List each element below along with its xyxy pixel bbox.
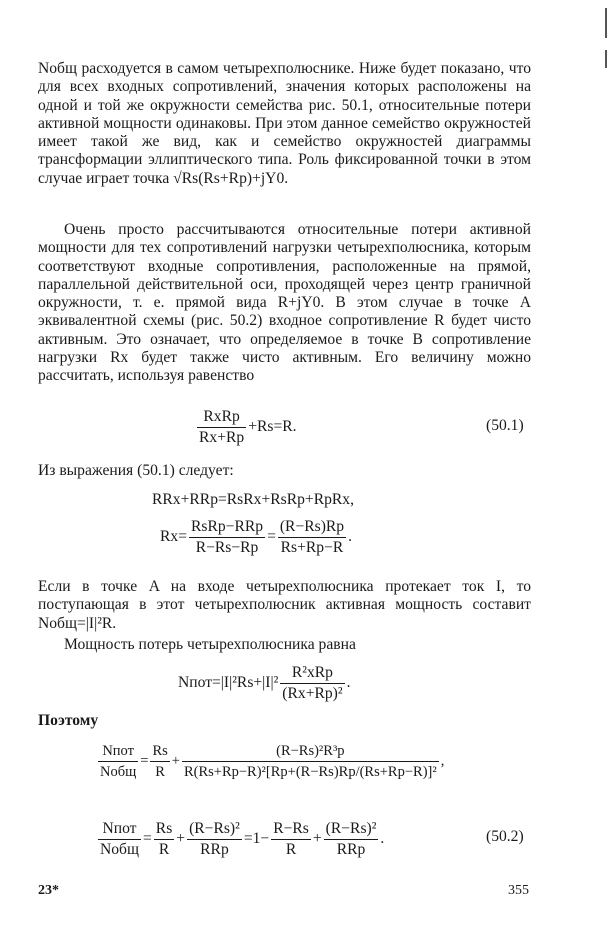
equation-e-denominator-4: R <box>285 841 297 858</box>
equation-b-denominator-2: Rs+Rp−R <box>280 539 344 556</box>
equation-50-1-rest: +Rs=R. <box>248 418 297 436</box>
paragraph-2: Очень просто рассчитываются относительные потери активной мощности для тех сопротивлений нагрузки четырехполюсника, которым соответствуют входные сопротивления, расположенные на прямой, параллельной действительной оси, проходящей через центр граничной окружности, т. е. прямой вида R+jY0. В этом случае в точке A эквивалентной схемы (рис. 50.2) входное сопротивление R будет чисто активным. Это означает, что определяемое в точке B сопротивление нагрузки Rx будет также чисто активным. Его величину можно рассчитать, используя равенство <box>38 221 531 385</box>
equation-50-1-denominator: Rx+Rp <box>199 429 245 446</box>
equation-b-end: . <box>348 528 353 546</box>
equation-e-fraction-4 <box>271 820 311 859</box>
equation-e-numerator-4: R−Rs <box>271 820 311 840</box>
equation-e-end: . <box>380 830 385 848</box>
equation-d-plus: + <box>171 752 180 769</box>
equation-50-2 <box>96 820 384 859</box>
equation-b <box>160 518 352 557</box>
scan-edge-mark <box>605 8 607 38</box>
equation-c <box>178 664 350 703</box>
equation-number-50-1: (50.1) <box>486 417 524 434</box>
equation-c-lhs: Nпот=|I|²Rs+|I|² <box>178 674 279 692</box>
equation-d-denominator-3: R(Rs+Rp−R)²[Rp+(R−Rs)Rp/(Rs+Rp−R)]² <box>183 764 437 780</box>
page-number: 355 <box>508 883 529 898</box>
paragraph-5: Мощность потерь четырехполюсника равна <box>64 636 356 653</box>
equation-c-denominator: (Rx+Rp)² <box>282 685 343 702</box>
equation-b-denominator-1: R−Rs−Rp <box>195 539 259 556</box>
equation-d <box>96 742 444 781</box>
equation-b-numerator-2: (R−Rs)Rp <box>278 518 346 538</box>
equation-e-fraction-2 <box>154 820 174 859</box>
signature-mark: 23* <box>38 883 59 898</box>
equation-d-fraction-2 <box>150 742 169 781</box>
equation-e-numerator-3: (R−Rs)² <box>187 820 242 840</box>
equation-d-numerator-2: Rs <box>150 742 169 762</box>
equation-d-denominator-2: R <box>155 764 165 780</box>
equation-e-numerator-5: (R−Rs)² <box>324 820 379 840</box>
equation-e-numerator-1: Nпот <box>98 820 141 840</box>
equation-b-fraction-1 <box>189 518 265 557</box>
equation-b-lhs: Rx= <box>160 528 187 546</box>
equation-e-middle: =1− <box>243 830 270 848</box>
equation-d-fraction-3 <box>182 742 439 781</box>
equation-d-numerator-1: Nпот <box>98 742 138 762</box>
equation-b-numerator-1: RsRp−RRp <box>189 518 265 538</box>
equation-e-plus-1: + <box>176 830 186 848</box>
equation-e-denominator-5: RRp <box>336 841 366 858</box>
equation-d-equals: = <box>140 752 149 769</box>
paragraph-4: Если в точке A на входе четырехполюсника протекает ток I, то поступающая в этот четырехполюсник активная мощность составит Nобщ=|I|²R. <box>38 578 531 632</box>
equation-e-plus-2: + <box>312 830 322 848</box>
equation-50-1-numerator: RxRp <box>197 408 246 428</box>
equation-50-1 <box>195 408 297 447</box>
equation-e-denominator-2: R <box>158 841 170 858</box>
equation-number-50-2: (50.2) <box>486 828 524 845</box>
equation-e-equals: = <box>143 830 152 848</box>
equation-c-numerator: R²xRp <box>280 664 344 684</box>
equation-c-end: . <box>346 674 351 692</box>
equation-c-fraction <box>280 664 344 703</box>
equation-e-denominator-3: RRp <box>200 841 229 858</box>
equation-d-fraction-1 <box>98 742 138 781</box>
equation-e-fraction-5 <box>324 820 379 859</box>
paragraph-6: Поэтому <box>38 712 99 729</box>
equation-e-numerator-2: Rs <box>154 820 174 840</box>
paragraph-1: Nобщ расходуется в самом четырехполюснике. Ниже будет показано, что для всех входных сопротивлений, значения которых расположены на одной и той же окружности семейства рис. 50.1, относительные потери активной мощности одинаковы. При этом данное семейство окружностей имеет такой же вид, как и семейство окружностей диаграммы трансформации эллиптического типа. Роль фиксированной точки в этом случае играет точка √Rs(Rs+Rp)+jY0. <box>38 60 531 187</box>
equation-d-end: , <box>440 752 445 769</box>
equation-e-fraction-1 <box>98 820 141 859</box>
equation-d-denominator-1: Nобщ <box>100 764 137 780</box>
scan-edge-mark <box>605 50 607 68</box>
equation-d-numerator-3: (R−Rs)²R³p <box>182 742 439 762</box>
equation-e-fraction-3 <box>187 820 242 859</box>
equation-a: RRx+RRp=RsRx+RsRp+RpRx, <box>152 491 355 508</box>
equation-b-fraction-2 <box>278 518 346 557</box>
equation-e-denominator-1: Nобщ <box>100 841 139 858</box>
equation-50-1-fraction <box>197 408 246 447</box>
paragraph-3: Из выражения (50.1) следует: <box>38 462 234 479</box>
equation-b-equals: = <box>267 528 276 546</box>
